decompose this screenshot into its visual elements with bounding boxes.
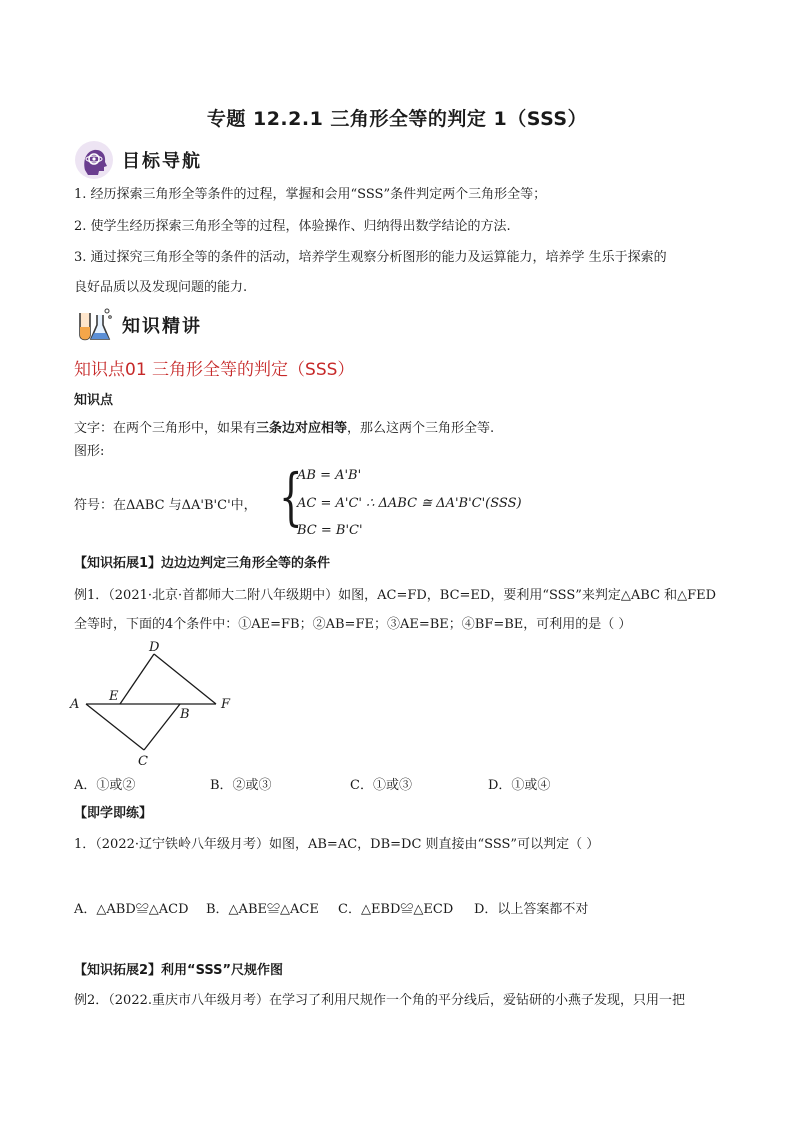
extension-1-title: 边边边判定三角形全等的条件: [161, 556, 331, 571]
point-f-label: F: [221, 697, 231, 712]
goal-2: 2. 使学生经历探索三角形全等的过程，体验操作、归纳得出数学结论的方法.: [74, 219, 511, 234]
choice-a[interactable]: A．①或②: [74, 778, 136, 793]
section-goals: [74, 140, 202, 180]
symbol-prefix: 符号：在ΔABC 与ΔA'B'C'中，: [74, 498, 257, 513]
example-1-choices: [74, 774, 550, 793]
example-1-line-2: 全等时，下面的4个条件中：①AE=FB；②AB=FE；③AE=BE；④BF=BE，可利用的是（ ）: [74, 617, 632, 632]
page-title: 专题 12.2.1 三角形全等的判定 1（SSS）: [206, 108, 588, 130]
system-row-2: AC = A'C' ∴ ΔABC ≅ ΔA'B'C'(SSS): [297, 496, 522, 511]
lab-flask-icon: [74, 305, 114, 345]
practice-choice-c[interactable]: C．△EBD≌△ECD: [338, 902, 454, 917]
practice-choice-d[interactable]: D．以上答案都不对: [474, 902, 589, 917]
system-brace: {: [279, 460, 303, 533]
extension-1-tag: 【知识拓展1】: [74, 556, 162, 571]
goal-3: 3. 通过探究三角形全等的条件的活动，培养学生观察分析图形的能力及运算能力，培养学 生乐于探索的: [74, 250, 667, 265]
extension-2-heading: [74, 960, 724, 982]
goal-3-cont: 良好品质以及发现问题的能力.: [74, 280, 248, 295]
section-knowledge-label: 知识精讲: [122, 316, 202, 337]
example-1-figure: [66, 638, 246, 770]
system-row-1: AB = A'B': [297, 468, 362, 483]
extension-1-heading: [74, 553, 724, 575]
goal-1: 1. 经历探索三角形全等条件的过程，掌握和会用“SSS”条件判定两个三角形全等；: [74, 187, 547, 202]
point-a-label: A: [70, 697, 80, 712]
knowledge-text: [74, 418, 724, 440]
section-knowledge: [74, 305, 202, 345]
point-b-label: B: [180, 707, 190, 722]
point-c-label: C: [138, 754, 148, 769]
knowledge-point-heading: 知识点: [74, 393, 114, 408]
practice-choice-b[interactable]: B．△ABE≌△ACE: [206, 902, 319, 917]
practice-question: 1．（2022·辽宁铁岭八年级月考）如图，AB=AC，DB=DC 则直接由“SSS”可以判定（ ）: [74, 837, 600, 852]
example-2-line-1: 例2．（2022.重庆市八年级月考）在学习了利用尺规作一个角的平分线后，爱钻研的小燕子发现，只用一把: [74, 993, 685, 1008]
knowledge-text-bold: 三条边对应相等: [256, 421, 348, 436]
extension-2-title: 利用“SSS”尺规作图: [161, 963, 284, 978]
system-row-3: BC = B'C': [297, 523, 363, 538]
knowledge-text-suffix: ，那么这两个三角形全等.: [347, 421, 495, 436]
choice-c[interactable]: C．①或③: [350, 778, 412, 793]
brain-head-icon: [74, 140, 114, 180]
practice-choices: [74, 898, 588, 917]
choice-b[interactable]: B．②或③: [210, 778, 272, 793]
figure-label: 图形:: [74, 444, 105, 459]
knowledge-text-prefix: 文字：在两个三角形中，如果有: [74, 421, 257, 436]
choice-d[interactable]: D．①或④: [488, 778, 551, 793]
extension-2-tag: 【知识拓展2】: [74, 963, 162, 978]
point-d-label: D: [149, 640, 160, 655]
knowledge-point-title: 知识点01 三角形全等的判定（SSS）: [74, 360, 355, 380]
section-goals-label: 目标导航: [122, 151, 202, 172]
practice-choice-a[interactable]: A．△ABD≌△ACD: [74, 902, 189, 917]
example-1-line-1: 例1．（2021·北京·首都师大二附八年级期中）如图，AC=FD，BC=ED，要利用“SSS”来判定△ABC 和△FED: [74, 588, 717, 603]
point-e-label: E: [109, 689, 119, 704]
practice-heading: 【即学即练】: [74, 806, 153, 821]
